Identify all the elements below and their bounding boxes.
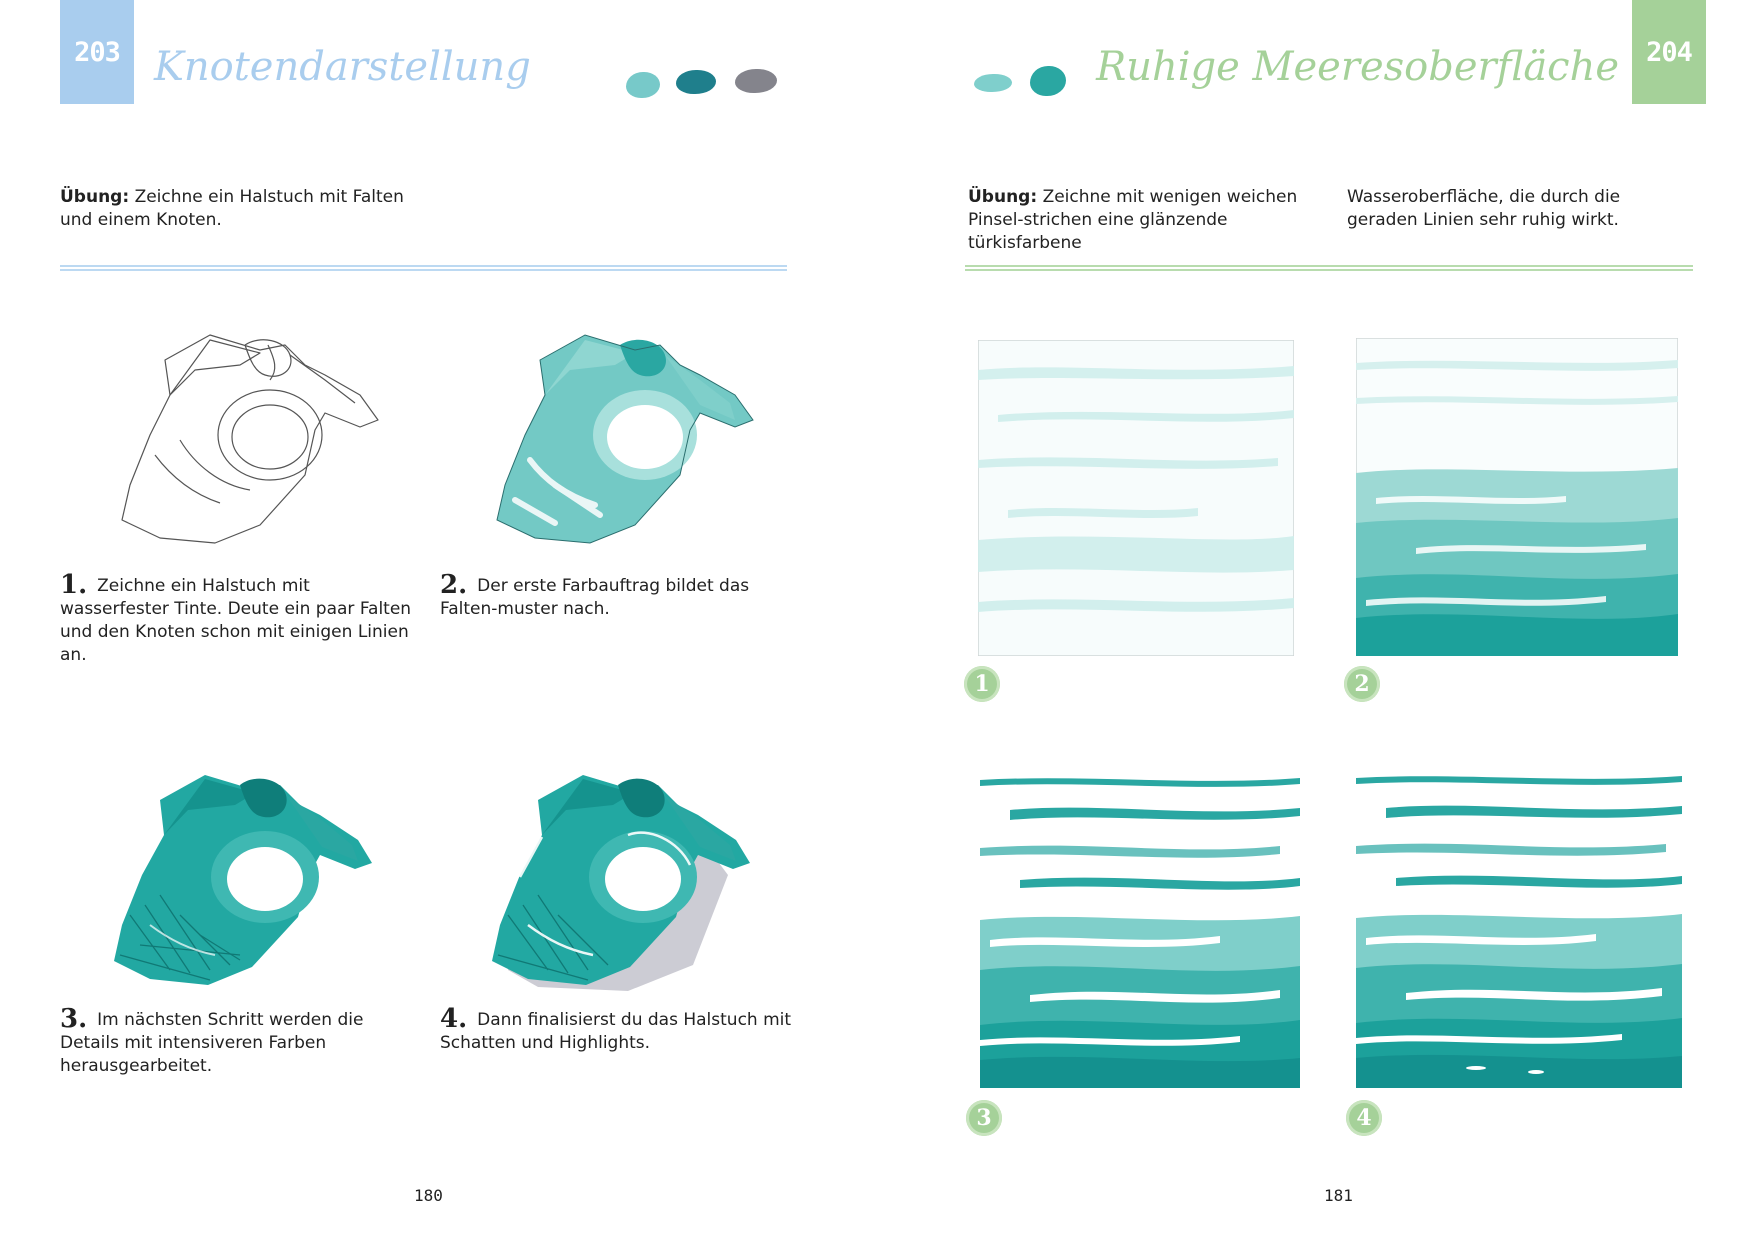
page-number-right: 181 — [1324, 1186, 1353, 1205]
swatch-grey-icon — [735, 69, 777, 93]
exercise-text-left: Zeichne ein Halstuch mit Falten und einem Knoten. — [60, 187, 404, 230]
page-number-left: 180 — [414, 1186, 443, 1205]
page-title-left: Knotendarstellung — [154, 44, 531, 90]
swatch-light-turquoise-icon — [626, 72, 660, 98]
step-text-4: Dann finalisierst du das Halstuch mit Schatten und Highlights. — [440, 1010, 792, 1053]
step-text-2: Der erste Farbauftrag bildet das Falten-muster nach. — [440, 576, 750, 619]
step-badge-4: 4 — [1346, 1100, 1382, 1136]
exercise-text-right-col2: Wasseroberfläche, die durch die geraden Linien sehr ruhig wirkt. — [1347, 187, 1621, 230]
step-4-left — [440, 1004, 795, 1055]
exercise-text-right-col1: Zeichne mit wenigen weichen Pinsel-strichen eine glänzende türkisfarbene — [968, 187, 1298, 253]
sea-panel-1 — [978, 340, 1294, 656]
step-number-4: 4. — [440, 1004, 468, 1034]
divider-left — [60, 265, 787, 267]
step-text-1: Zeichne ein Halstuch mit wasserfester Tinte. Deute ein paar Falten und den Knoten schon mit einigen Linien an. — [60, 576, 412, 665]
step-badge-2: 2 — [1344, 666, 1380, 702]
sea-panel-2 — [1356, 338, 1678, 656]
step-1-left — [60, 570, 415, 667]
exercise-instruction-right-col1 — [968, 186, 1333, 255]
exercise-instruction-left — [60, 186, 440, 232]
scarf-detailed-illustration — [100, 765, 390, 995]
step-2-left — [440, 570, 795, 621]
sea-panel-3 — [980, 770, 1300, 1088]
step-badge-1: 1 — [964, 666, 1000, 702]
exercise-number-left: 203 — [74, 36, 120, 68]
swatch-turquoise-icon — [1030, 66, 1066, 96]
divider-right — [965, 265, 1693, 267]
exercise-number-right: 204 — [1646, 36, 1692, 68]
scarf-final-illustration — [478, 765, 768, 1000]
step-number-1: 1. — [60, 570, 88, 600]
swatch-light-sea-icon — [974, 74, 1012, 92]
step-number-2: 2. — [440, 570, 468, 600]
exercise-number-badge-left — [60, 0, 134, 104]
exercise-label-left: Übung: — [60, 187, 130, 207]
scarf-first-wash-illustration — [485, 325, 765, 555]
step-badge-3: 3 — [966, 1100, 1002, 1136]
exercise-number-badge-right — [1632, 0, 1706, 104]
scarf-sketch-illustration — [110, 325, 390, 555]
page-title-right: Ruhige Meeresoberfläche — [1096, 44, 1619, 90]
step-text-3: Im nächsten Schritt werden die Details mit intensiveren Farben herausgearbeitet. — [60, 1010, 364, 1076]
exercise-label-right: Übung: — [968, 187, 1038, 207]
sea-panel-4 — [1356, 768, 1682, 1088]
step-3-left — [60, 1004, 415, 1078]
exercise-instruction-right-col2 — [1347, 186, 1692, 232]
step-number-3: 3. — [60, 1004, 88, 1034]
swatch-dark-turquoise-icon — [676, 70, 716, 94]
